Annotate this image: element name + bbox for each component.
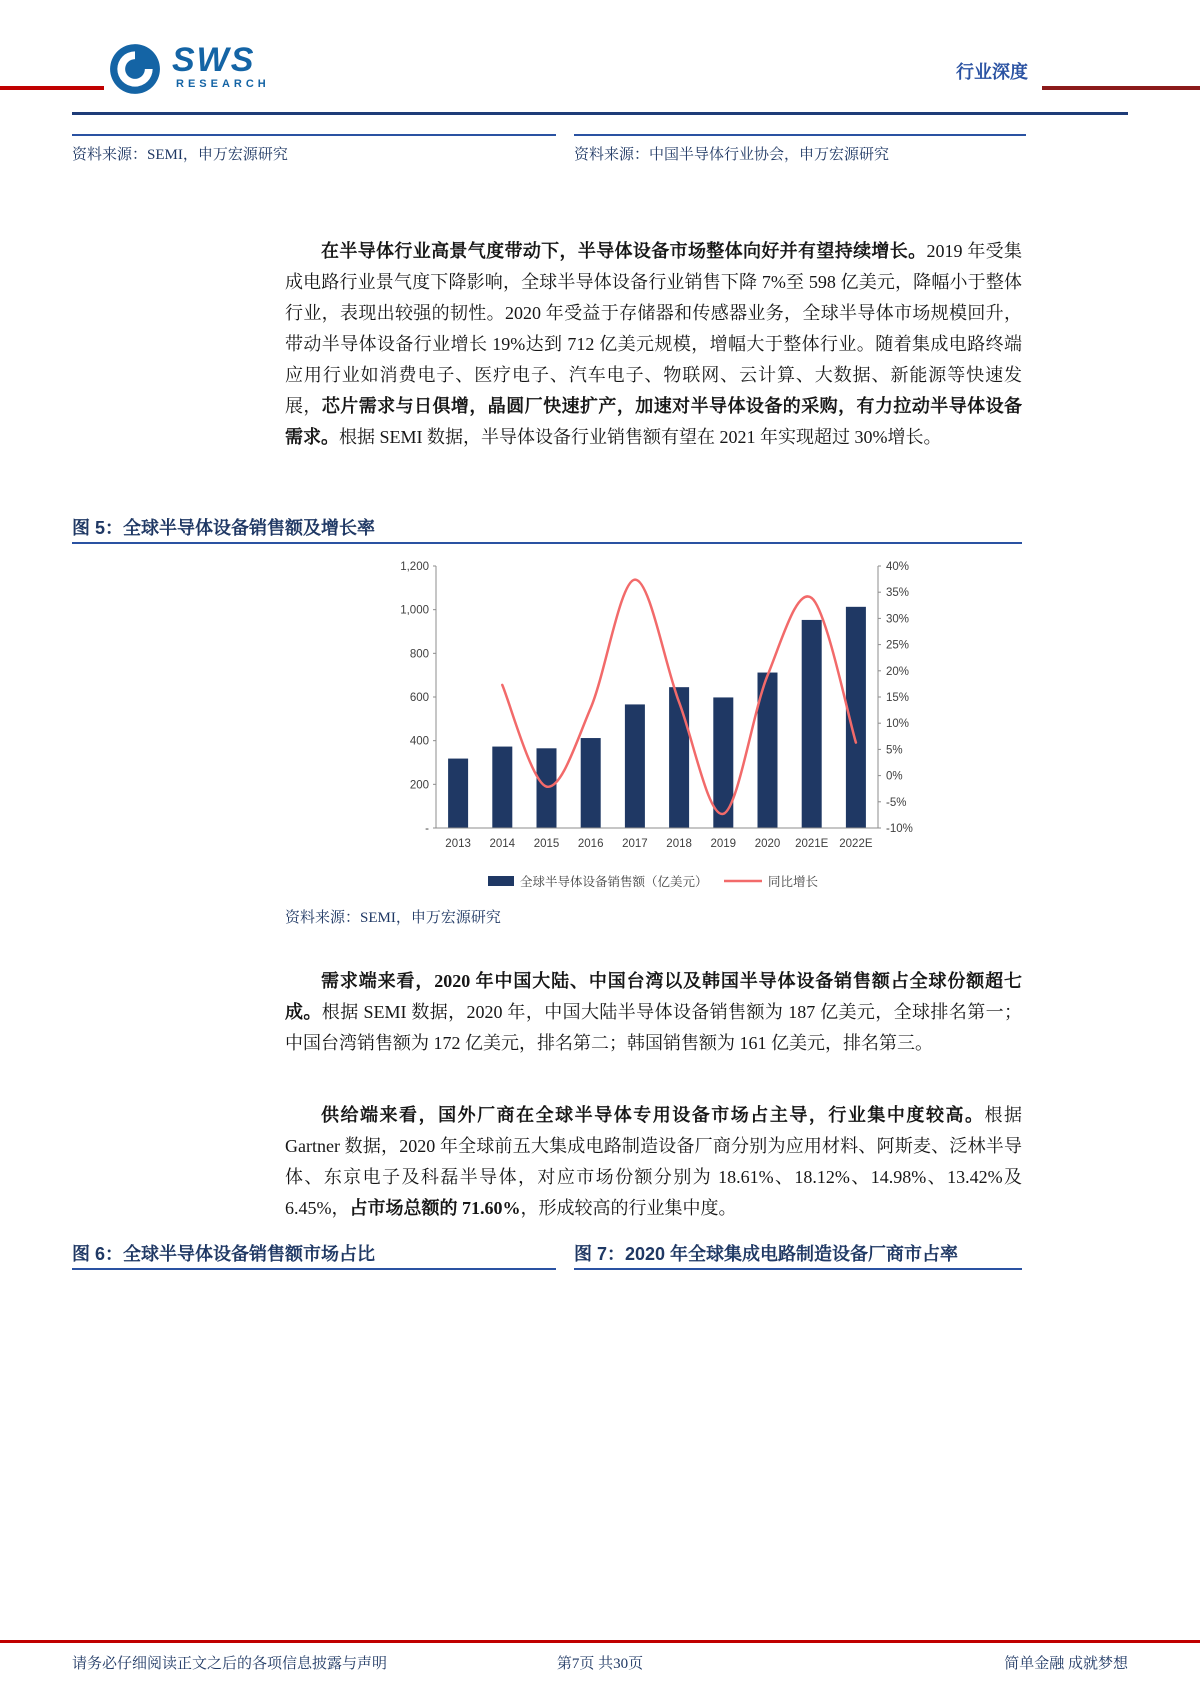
figure6-title-rule: [72, 1268, 556, 1270]
source-divider-right: [574, 134, 1026, 136]
para2-bold-lead: 需求端来看，2020 年中国大陆、中国台湾以及韩国半导体设备销售额占全球份额超七成。: [285, 971, 1022, 1022]
para3-bold-2: 占市场总额的 71.60%: [349, 1198, 521, 1218]
figure5-source: 资料来源：SEMI，申万宏源研究: [285, 910, 501, 926]
sws-logo: [108, 42, 270, 96]
footer-red-rule: [0, 1640, 1200, 1643]
svg-text:40%: 40%: [886, 561, 910, 573]
para3-regular-2: ，形成较高的行业集中度。: [520, 1198, 737, 1218]
footer-slogan: 简单金融 成就梦想: [1004, 1656, 1128, 1672]
svg-text:1,000: 1,000: [400, 604, 429, 617]
svg-text:2016: 2016: [577, 838, 604, 850]
header-navy-rule: [72, 112, 1128, 115]
svg-text:0%: 0%: [886, 770, 903, 783]
figure7-title: 图 7：2020 年全球集成电路制造设备厂商市占率: [574, 1244, 959, 1264]
figure7-title-rule: [574, 1268, 1022, 1270]
svg-text:10%: 10%: [886, 718, 910, 731]
svg-text:2018: 2018: [666, 838, 692, 850]
svg-text:-10%: -10%: [886, 823, 913, 835]
svg-text:5%: 5%: [886, 744, 903, 757]
logo-subtext: RESEARCH: [176, 78, 270, 90]
svg-text:-5%: -5%: [886, 796, 907, 809]
figure5-title-rule: [72, 542, 1022, 544]
svg-text:30%: 30%: [886, 613, 910, 626]
svg-text:800: 800: [409, 648, 429, 661]
footer-page-number: 第7页 共30页: [556, 1656, 644, 1672]
source-divider-left: [72, 134, 556, 136]
figure5-chart-area: [378, 552, 953, 898]
svg-text:全球半导体设备销售额（亿美元）: 全球半导体设备销售额（亿美元）: [520, 875, 708, 889]
para2-regular-1: 根据 SEMI 数据，2020 年，中国大陆半导体设备销售额为 187 亿美元，全球排名第一；中国台湾销售额为 172 亿美元，排名第二；韩国销售额为 161 亿美元，排名第三。: [285, 1002, 1022, 1053]
paragraph-supply-side: [285, 1100, 1022, 1224]
svg-text:同比增长: 同比增长: [768, 875, 819, 889]
header-red-line-left: [0, 86, 104, 90]
report-type-label: 行业深度: [956, 62, 1028, 82]
svg-text:-: -: [425, 823, 429, 835]
svg-text:35%: 35%: [886, 587, 910, 600]
svg-text:15%: 15%: [886, 692, 910, 704]
paragraph-market-growth: [285, 236, 1022, 453]
paragraph-demand-side: [285, 966, 1022, 1059]
svg-text:400: 400: [409, 735, 429, 748]
svg-text:2014: 2014: [489, 838, 516, 850]
svg-text:2017: 2017: [622, 838, 648, 850]
para1-bold-lead: 在半导体行业高景气度带动下，半导体设备市场整体向好并有望持续增长。: [321, 241, 927, 261]
svg-text:200: 200: [409, 779, 429, 792]
para1-bold-2: 芯片需求与日俱增，晶圆厂快速扩产，加速对半导体设备的采购，有力拉动半导体设备需求。: [285, 396, 1022, 447]
svg-text:2019: 2019: [710, 838, 737, 850]
header-red-line-right: [1042, 86, 1200, 90]
para3-regular-1: 根据 Gartner 数据，2020 年全球前五大集成电路制造设备厂商分别为应用材料、阿斯麦、泛林半导体、东京电子及科磊半导体，对应市场份额分别为 18.61%、18.12%、14.98%、13.42%及 6.45%，: [285, 1105, 1022, 1218]
figure5-chart: [378, 552, 953, 898]
para1-regular-1: 2019 年受集成电路行业景气度下降影响，全球半导体设备行业销售下降 7%至 598 亿美元，降幅小于整体行业，表现出较强的韧性。2020 年受益于存储器和传感器业务，全球半导体市场规模回升，带动半导体设备行业增长 19%达到 712 亿美元规模，增幅大于整体行业。随着集成电路终端应用行业如消费电子、医疗电子、汽车电子、物联网、云计算、大数据、新能源等快速发展，: [285, 241, 1023, 416]
svg-text:25%: 25%: [886, 639, 910, 652]
svg-text:2020: 2020: [754, 838, 781, 850]
source-caption-right: 资料来源：中国半导体行业协会，申万宏源研究: [574, 147, 890, 163]
logo-text: SWS: [172, 41, 256, 79]
svg-text:2021E: 2021E: [795, 838, 829, 850]
footer-disclaimer: 请务必仔细阅读正文之后的各项信息披露与声明: [72, 1656, 388, 1672]
figure5-title: 图 5：全球半导体设备销售额及增长率: [72, 518, 376, 538]
svg-text:1,200: 1,200: [400, 561, 429, 573]
para1-regular-2: 根据 SEMI 数据，半导体设备行业销售额有望在 2021 年实现超过 30%增长。: [339, 427, 942, 447]
sws-logo-icon: [108, 42, 162, 96]
source-caption-left: 资料来源：SEMI，申万宏源研究: [72, 147, 288, 163]
svg-text:20%: 20%: [886, 665, 910, 678]
figure6-title: 图 6：全球半导体设备销售额市场占比: [72, 1244, 376, 1264]
svg-text:2013: 2013: [445, 838, 471, 850]
svg-text:2022E: 2022E: [839, 838, 873, 850]
svg-text:600: 600: [409, 692, 429, 704]
svg-text:2015: 2015: [533, 838, 560, 850]
para3-bold-lead: 供给端来看，国外厂商在全球半导体专用设备市场占主导，行业集中度较高。: [321, 1105, 985, 1125]
